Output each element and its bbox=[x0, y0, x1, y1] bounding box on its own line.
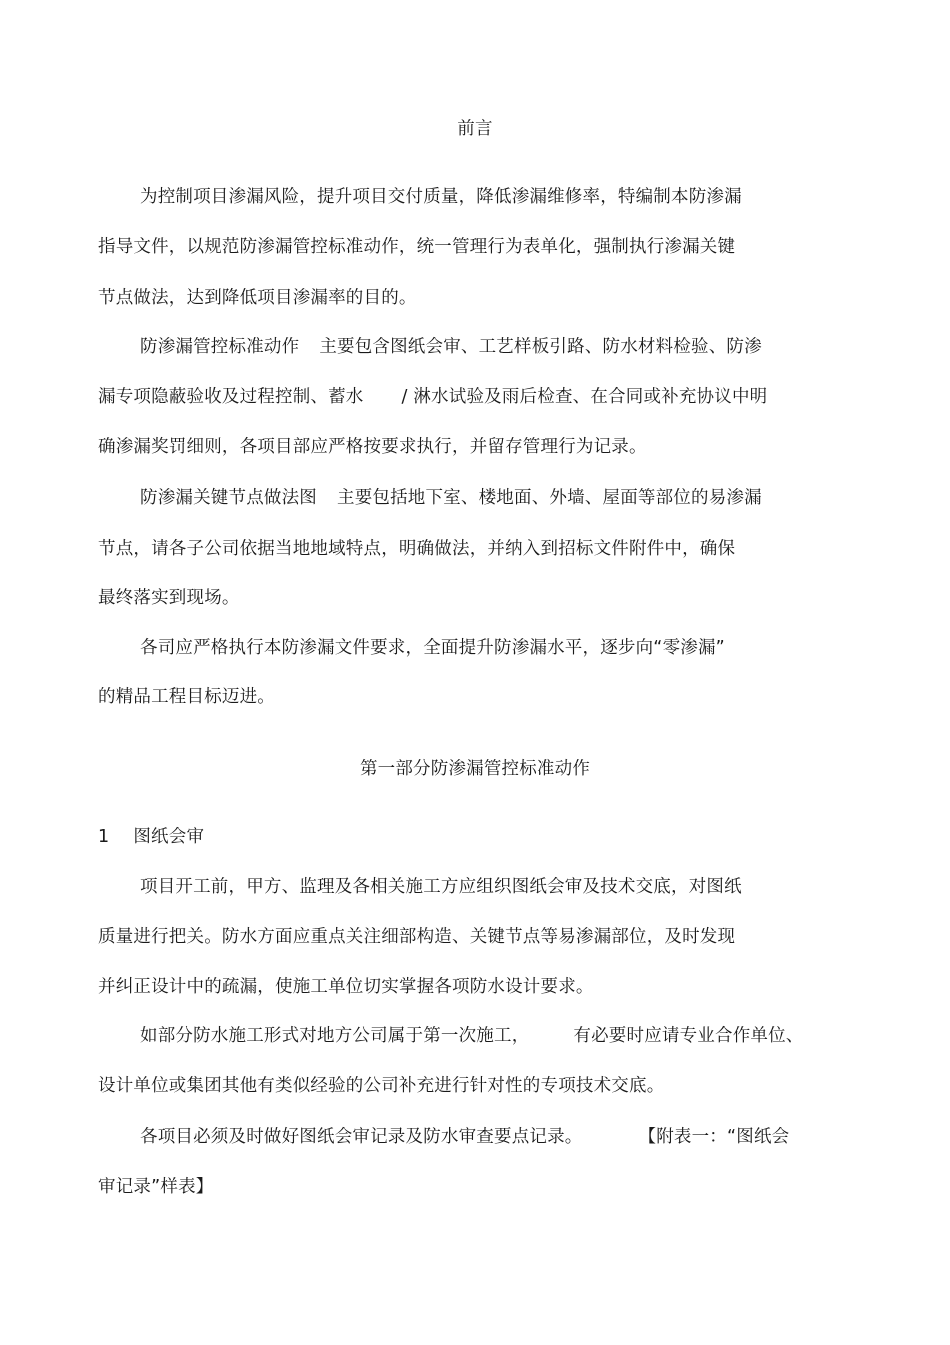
preface-p1-line1: 为控制项目渗漏风险，提升项目交付质量，降低渗漏维修率，特编制本防渗漏 bbox=[140, 187, 742, 207]
preface-title: 前言 bbox=[457, 119, 493, 139]
section1-title: 图纸会审 bbox=[133, 827, 205, 847]
section1-p1-line1: 项目开工前，甲方、监理及各相关施工方应组织图纸会审及技术交底，对图纸 bbox=[140, 877, 742, 897]
preface-p3-line3: 最终落实到现场。 bbox=[98, 588, 240, 608]
section1-p3-line1-a: 各项目必须及时做好图纸会审记录及防水审查要点记录。 bbox=[140, 1127, 583, 1147]
section1-p2-line1 bbox=[140, 1025, 804, 1047]
appendix-reference: 【附表一：“图纸会 bbox=[638, 1127, 790, 1147]
preface-p3-text: 主要包括地下室、楼地面、外墙、屋面等部位的易渗漏 bbox=[337, 488, 762, 508]
section1-p1-line2: 质量进行把关。防水方面应重点关注细部构造、关键节点等易渗漏部位，及时发现 bbox=[98, 927, 736, 947]
section1-p2-line2: 设计单位或集团其他有类似经验的公司补充进行针对性的专项技术交底。 bbox=[98, 1076, 665, 1096]
section1-p2-line1-a: 如部分防水施工形式对地方公司属于第一次施工， bbox=[140, 1026, 530, 1046]
preface-p3-line1 bbox=[140, 487, 762, 509]
section1-p3-line1 bbox=[140, 1126, 789, 1148]
section1-p2-line1-b: 有必要时应请专业合作单位、 bbox=[573, 1026, 804, 1046]
part1-title: 第一部分防渗漏管控标准动作 bbox=[359, 759, 591, 779]
preface-p3-line2: 节点，请各子公司依据当地地域特点，明确做法，并纳入到招标文件附件中，确保 bbox=[98, 539, 736, 559]
preface-p1-line3: 节点做法，达到降低项目渗漏率的目的。 bbox=[98, 288, 417, 308]
preface-p2-line2-a: 漏专项隐蔽验收及过程控制、蓄水 bbox=[98, 387, 364, 407]
section1-p1-line3: 并纠正设计中的疏漏，使施工单位切实掌握各项防水设计要求。 bbox=[98, 977, 594, 997]
preface-p4-line1: 各司应严格执行本防渗漏文件要求，全面提升防渗漏水平，逐步向“零渗漏” bbox=[140, 638, 725, 658]
preface-p2-line3: 确渗漏奖罚细则，各项目部应严格按要求执行，并留存管理行为记录。 bbox=[98, 437, 647, 457]
preface-p4-line2: 的精品工程目标迈进。 bbox=[98, 687, 275, 707]
preface-p2-line2 bbox=[98, 386, 767, 408]
preface-p2-line2-b: / 淋水试验及雨后检查、在合同或补充协议中明 bbox=[401, 387, 768, 407]
section1-p3-line2: 审记录”样表】 bbox=[98, 1177, 214, 1197]
preface-p1-line2: 指导文件，以规范防渗漏管控标准动作，统一管理行为表单化，强制执行渗漏关键 bbox=[98, 237, 736, 257]
section1-heading bbox=[98, 826, 204, 848]
preface-p2-line1 bbox=[140, 336, 762, 358]
preface-p2-text: 主要包含图纸会审、工艺样板引路、防水材料检验、防渗 bbox=[319, 337, 762, 357]
preface-p3-term: 防渗漏关键节点做法图 bbox=[140, 488, 317, 508]
section1-number: 1 bbox=[98, 827, 110, 847]
preface-p2-term: 防渗漏管控标准动作 bbox=[140, 337, 300, 357]
